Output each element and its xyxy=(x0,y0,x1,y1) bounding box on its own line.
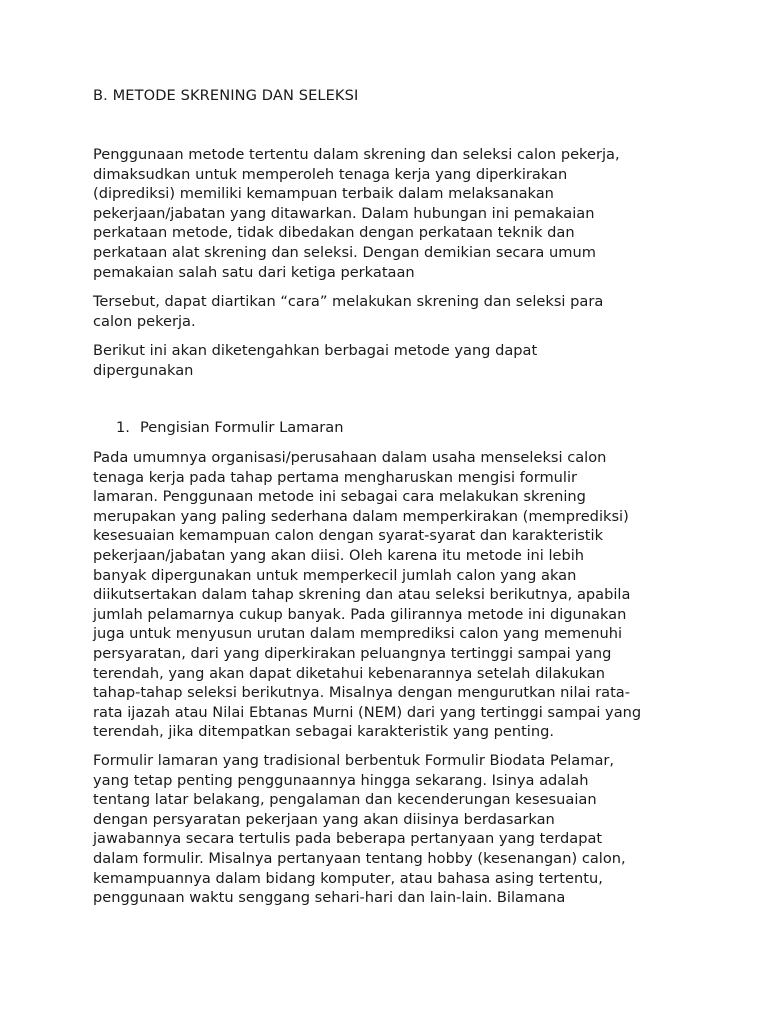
text-line: Berikut ini akan diketengahkan berbagai metode yang dapat xyxy=(93,342,538,359)
text-line: tahap-tahap seleksi berikutnya. Misalnya dengan mengurutkan nilai rata- xyxy=(93,684,631,702)
paragraph-intro xyxy=(93,145,683,282)
text-line: dipergunakan xyxy=(93,361,194,379)
list-number: 1. xyxy=(116,419,130,436)
text-line: jumlah pelamarnya cukup banyak. Pada gilirannya metode ini digunakan xyxy=(93,605,627,623)
text-line: persyaratan, dari yang diperkirakan peluangnya tertinggi sampai yang xyxy=(93,644,612,662)
text-line: kemampuannya dalam bidang komputer, atau bahasa asing tertentu, xyxy=(93,869,603,887)
paragraph-formulir-tradisional xyxy=(93,751,683,908)
text-line: merupakan yang paling sederhana dalam memperkirakan (memprediksi) xyxy=(93,507,629,525)
list-item-title: Pengisian Formulir Lamaran xyxy=(140,419,344,436)
text-line: (diprediksi) memiliki kemampuan terbaik dalam melaksanakan xyxy=(93,185,554,203)
text-line: kesesuaian kemampuan calon dengan syarat-syarat dan karakteristik xyxy=(93,527,604,545)
paragraph-berikut xyxy=(93,341,683,380)
text-line: pekerjaan/jabatan yang ditawarkan. Dalam hubungan ini pemakaian xyxy=(93,204,595,222)
text-line: dalam formulir. Misalnya pertanyaan tentang hobby (kesenangan) calon, xyxy=(93,849,626,867)
section-heading: B. METODE SKRENING DAN SELEKSI xyxy=(93,87,359,104)
text-line: tenaga kerja pada tahap pertama mengharuskan mengisi formulir xyxy=(93,468,578,486)
text-line: lamaran. Penggunaan metode ini sebagai cara melakukan skrening xyxy=(93,488,586,506)
paragraph-pada-umumnya xyxy=(93,448,683,742)
list-item-formulir xyxy=(116,418,344,438)
text-line: jawabannya secara tertulis pada beberapa pertanyaan yang terdapat xyxy=(93,830,603,848)
text-line: pekerjaan/jabatan yang akan diisi. Oleh karena itu metode ini lebih xyxy=(93,546,585,564)
text-line: diikutsertakan dalam tahap skrening dan atau seleksi berikutnya, apabila xyxy=(93,586,631,604)
text-line: rata ijazah atau Nilai Ebtanas Murni (NEM) dari yang tertinggi sampai yang xyxy=(93,703,642,721)
text-line: perkataan alat skrening dan seleksi. Dengan demikian secara umum xyxy=(93,243,596,261)
text-line: Penggunaan metode tertentu dalam skrening dan seleksi calon pekerja, xyxy=(93,146,620,163)
text-line: terendah, yang akan dapat diketahui kebenarannya setelah dilakukan xyxy=(93,664,606,682)
paragraph-cara xyxy=(93,292,683,331)
text-line: Tersebut, dapat diartikan “cara” melakukan skrening dan seleksi para xyxy=(93,293,604,310)
text-line: Formulir lamaran yang tradisional berbentuk Formulir Biodata Pelamar, xyxy=(93,752,615,769)
text-line: banyak dipergunakan untuk memperkecil jumlah calon yang akan xyxy=(93,566,577,584)
text-line: tentang latar belakang, pengalaman dan kecenderungan kesesuaian xyxy=(93,791,597,809)
text-line: yang tetap penting penggunaannya hingga sekarang. Isinya adalah xyxy=(93,771,589,789)
text-line: calon pekerja. xyxy=(93,312,196,330)
text-line: dengan persyaratan pekerjaan yang akan diisinya berdasarkan xyxy=(93,810,555,828)
text-line: Pada umumnya organisasi/perusahaan dalam usaha menseleksi calon xyxy=(93,449,607,466)
text-line: pemakaian salah satu dari ketiga perkataan xyxy=(93,263,415,281)
text-line: perkataan metode, tidak dibedakan dengan perkataan teknik dan xyxy=(93,224,575,242)
text-line: penggunaan waktu senggang sehari-hari dan lain-lain. Bilamana xyxy=(93,889,566,907)
text-line: juga untuk menyusun urutan dalam memprediksi calon yang memenuhi xyxy=(93,625,623,643)
text-line: terendah, jika ditempatkan sebagai karakteristik yang penting. xyxy=(93,723,555,741)
text-line: dimaksudkan untuk memperoleh tenaga kerja yang diperkirakan xyxy=(93,165,568,183)
